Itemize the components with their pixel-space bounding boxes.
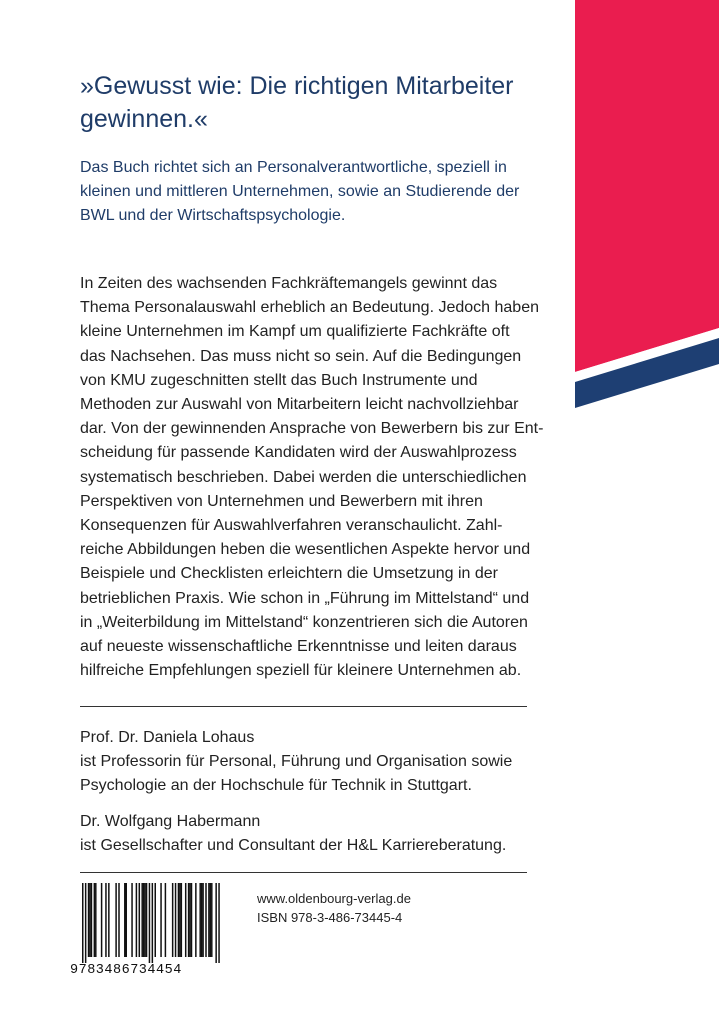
audience-line: Das Buch richtet sich an Personalverantwortliche, speziell in (80, 159, 507, 176)
barcode-bar (165, 883, 167, 957)
barcode-bar (143, 883, 145, 957)
divider-bottom (80, 872, 527, 873)
description-line: reiche Abbildungen heben die wesentlichen Aspekte hervor und (80, 541, 531, 559)
description-line: in „Weiterbildung im Mittelstand“ konzentrieren sich die Autoren (80, 613, 528, 631)
description-line: hilfreiche Empfehlungen speziell für kleinere Unternehmen ab. (80, 662, 522, 680)
audience-paragraph (80, 156, 550, 228)
barcode-bar (208, 883, 210, 957)
barcode-bar (211, 883, 213, 957)
barcode-bar (136, 883, 138, 957)
description-line: systematisch beschrieben. Dabei werden die unterschiedlichen (80, 468, 527, 486)
description-line: scheidung für passende Kandidaten wird der Auswahlprozess (80, 444, 517, 462)
author-1 (80, 726, 540, 798)
description-paragraph (80, 272, 544, 683)
description-line: Beispiele und Checklisten erleichtern die Umsetzung in der (80, 565, 498, 583)
publisher-info (257, 889, 411, 927)
barcode-bar (91, 883, 93, 957)
publisher-website: www.oldenbourg-verlag.de (257, 891, 411, 906)
barcode-bar (124, 883, 126, 957)
isbn-label: ISBN 978-3-486-73445-4 (257, 910, 403, 925)
barcode-bar (218, 883, 220, 963)
barcode-bar (105, 883, 107, 957)
barcode-bar (108, 883, 110, 957)
barcode-bar (202, 883, 204, 957)
barcode-bar (160, 883, 162, 957)
barcode-bar (175, 883, 177, 957)
description-line: In Zeiten des wachsenden Fachkräftemangels gewinnt das (80, 275, 498, 292)
audience-line: kleinen und mittleren Unternehmen, sowie an Studierende der (80, 183, 520, 200)
divider-top (80, 706, 527, 707)
barcode-bar (101, 883, 103, 957)
barcode-bar (178, 883, 180, 957)
barcode-bar (144, 883, 146, 957)
description-line: betrieblichen Praxis. Wie schon in „Führung im Mittelstand“ und (80, 589, 530, 607)
barcode-bar (195, 883, 197, 957)
barcode-bar (82, 883, 84, 963)
headline (80, 70, 550, 136)
description-line: von KMU zugeschnitten stellt das Buch Instrumente und (80, 371, 478, 389)
barcode-bar (172, 883, 174, 957)
barcode-bar (95, 883, 97, 957)
headline-line-2: gewinnen.« (80, 105, 208, 133)
barcode-bar (131, 883, 133, 957)
barcode-bar (201, 883, 203, 957)
barcode-bar (185, 883, 187, 957)
barcode-bar (115, 883, 117, 957)
barcode-bar (85, 883, 87, 963)
barcode-bar (188, 883, 190, 957)
barcode-bar (118, 883, 120, 957)
description-line: kleine Unternehmen im Kampf um qualifizierte Fachkräfte oft (80, 323, 510, 341)
red-corner-shape (575, 0, 719, 372)
barcode-bar (94, 883, 96, 957)
barcode-bar (88, 883, 90, 957)
description-line: Konsequenzen für Auswahlverfahren veranschaulicht. Zahl- (80, 517, 503, 535)
barcode-bar (89, 883, 91, 957)
barcode-bar (205, 883, 207, 957)
description-line: auf neueste wissenschaftliche Erkenntnisse und leiten daraus (80, 638, 517, 656)
audience-line: BWL und der Wirtschaftspsychologie. (80, 207, 346, 224)
barcode-bar (189, 883, 191, 957)
barcode-bar (179, 883, 181, 957)
barcode-digits: 9783486734454 (70, 963, 182, 978)
author-2 (80, 810, 540, 858)
barcode-bar (215, 883, 217, 963)
barcode-bar (155, 883, 157, 957)
author-bio: ist Professorin für Personal, Führung und Organisation sowie (80, 753, 513, 770)
barcode (70, 883, 230, 983)
barcode-bar (191, 883, 193, 957)
barcode-bar (141, 883, 143, 957)
description-line: Methoden zur Auswahl von Mitarbeitern leicht nachvollziehbar (80, 396, 519, 414)
author-bio: ist Gesellschafter und Consultant der H&L Karriereberatung. (80, 837, 507, 854)
barcode-bar (146, 883, 148, 957)
author-name: Prof. Dr. Daniela Lohaus (80, 729, 255, 746)
barcode-bar (149, 883, 151, 963)
description-line: das Nachsehen. Das muss nicht so sein. Auf die Bedingungen (80, 347, 522, 365)
barcode-bar (199, 883, 201, 957)
barcode-bar (181, 883, 183, 957)
barcode-bar (139, 883, 141, 957)
author-name: Dr. Wolfgang Habermann (80, 813, 261, 830)
description-line: Perspektiven von Unternehmen und Bewerbern mit ihren (80, 492, 483, 510)
barcode-bar (126, 883, 128, 957)
barcode-bars (70, 883, 230, 963)
barcode-bar (210, 883, 212, 957)
barcode-bar (152, 883, 154, 963)
author-bio: Psychologie an der Hochschule für Technik in Stuttgart. (80, 777, 472, 794)
description-line: Thema Personalauswahl erheblich an Bedeutung. Jedoch haben (80, 299, 539, 317)
description-line: dar. Von der gewinnenden Ansprache von Bewerbern bis zur Ent- (80, 420, 544, 438)
headline-line-1: »Gewusst wie: Die richtigen Mitarbeiter (80, 72, 514, 100)
